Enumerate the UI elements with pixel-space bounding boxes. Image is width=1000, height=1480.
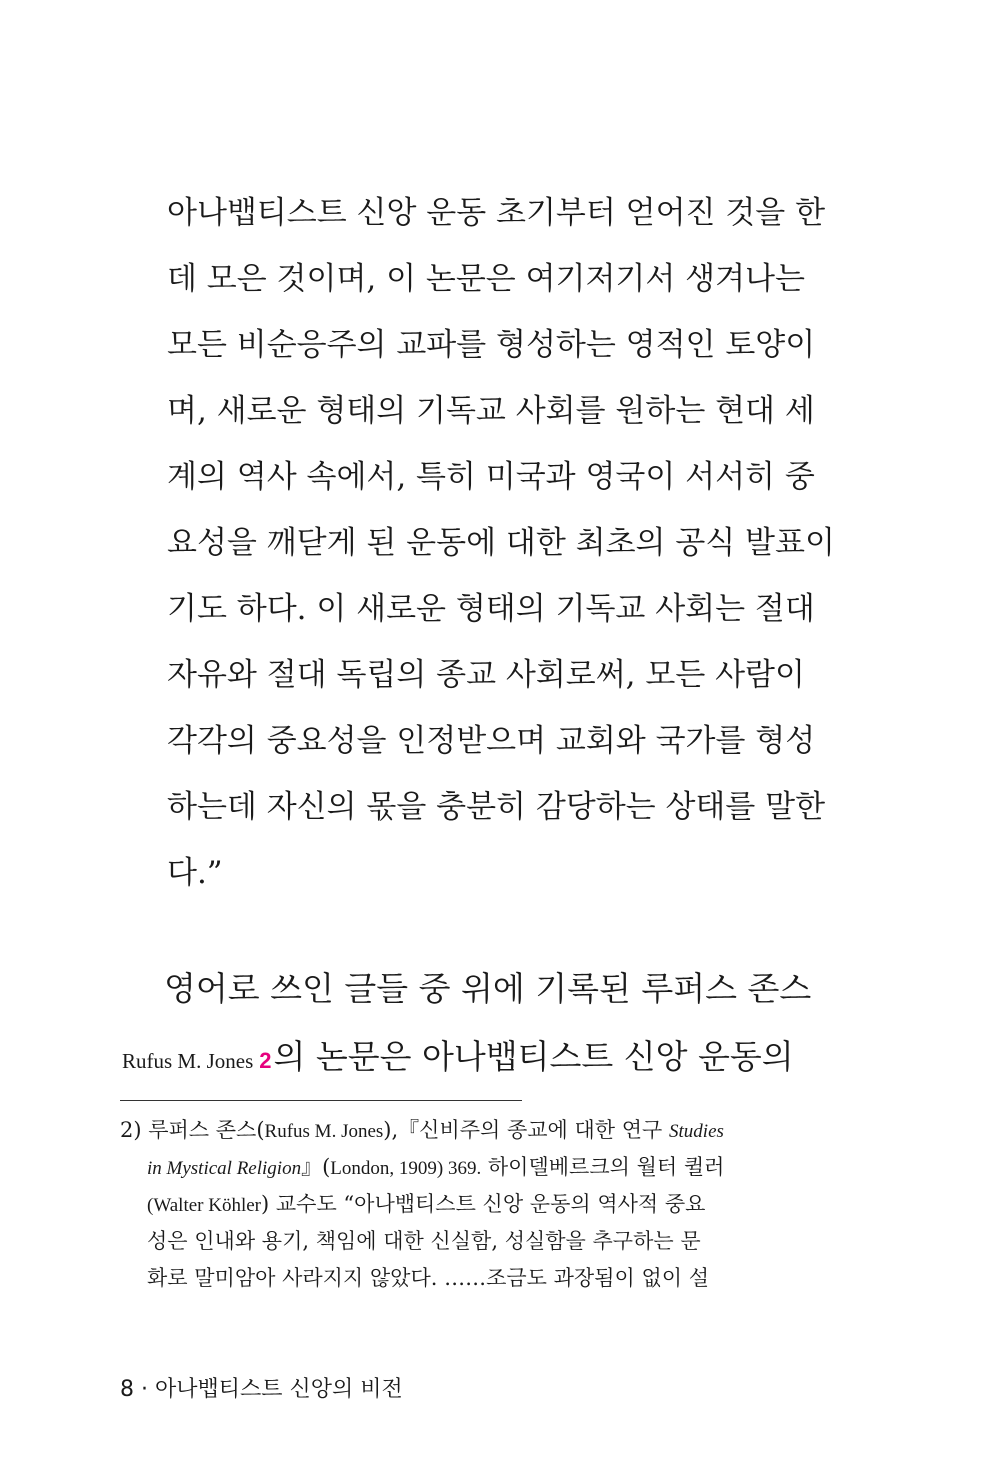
quote-line: 아나뱁티스트 신앙 운동 초기부터 얻어진 것을 한 xyxy=(167,195,826,231)
footnote-reference[interactable]: 2 xyxy=(259,1048,272,1073)
footnote-line xyxy=(120,1186,770,1223)
footnote-divider xyxy=(120,1100,522,1101)
body-line xyxy=(122,1023,794,1091)
footnote-line xyxy=(120,1149,770,1186)
quote-line: 다.” xyxy=(167,855,223,891)
footnote-line: 성은 인내와 용기, 책임에 대한 신실함, 성실함을 추구하는 문 xyxy=(147,1229,701,1253)
body-line: 영어로 쓰인 글들 중 위에 기록된 루퍼스 존스 xyxy=(164,969,812,1008)
footnote-line: 화로 말미암아 사라지지 않았다. ……조금도 과장됨이 없이 설 xyxy=(147,1266,709,1290)
fn-text: 2) 루퍼스 존스( xyxy=(120,1118,265,1142)
block-quote xyxy=(167,180,835,906)
page-footer: 8 · 아나뱁티스트 신앙의 비전 xyxy=(120,1377,403,1402)
body-paragraph xyxy=(122,955,812,1091)
body-line-text: 의 논문은 아나뱁티스트 신앙 운동의 xyxy=(273,1037,794,1076)
quote-line: 며, 새로운 형태의 기독교 사회를 원하는 현대 세 xyxy=(167,393,815,429)
quote-line: 하는데 자신의 몫을 충분히 감당하는 상태를 말한 xyxy=(167,789,826,825)
quote-line: 모든 비순응주의 교파를 형성하는 영적인 토양이 xyxy=(167,327,816,363)
quote-line: 자유와 절대 독립의 종교 사회로써, 모든 사람이 xyxy=(167,657,805,693)
fn-text: ) 교수도 “아나뱁티스트 신앙 운동의 역사적 중요 xyxy=(261,1192,706,1216)
footnote xyxy=(120,1112,770,1297)
fn-latin: Walter Köhler xyxy=(153,1195,262,1216)
quote-line: 요성을 깨닫게 된 운동에 대한 최초의 공식 발표이 xyxy=(167,525,835,561)
fn-title-italic: Studies xyxy=(669,1121,724,1142)
fn-latin: London, 1909) 369. xyxy=(330,1158,482,1179)
quote-line: 기도 하다. 이 새로운 형태의 기독교 사회는 절대 xyxy=(167,591,815,627)
author-name: Rufus M. Jones xyxy=(122,1049,254,1073)
fn-text: ),『신비주의 종교에 대한 연구 xyxy=(383,1118,670,1142)
fn-latin: ( xyxy=(147,1195,154,1216)
fn-text: 』( xyxy=(301,1155,331,1179)
fn-title-italic: in Mystical Religion xyxy=(147,1158,302,1179)
footnote-line xyxy=(120,1112,770,1149)
quote-line: 데 모은 것이며, 이 논문은 여기저기서 생겨나는 xyxy=(167,261,805,297)
fn-latin: Rufus M. Jones xyxy=(264,1121,384,1142)
quote-line: 계의 역사 속에서, 특히 미국과 영국이 서서히 중 xyxy=(167,459,815,495)
fn-text: 하이델베르크의 월터 퀼러 xyxy=(481,1155,725,1179)
quote-line: 각각의 중요성을 인정받으며 교회와 국가를 형성 xyxy=(167,723,816,759)
